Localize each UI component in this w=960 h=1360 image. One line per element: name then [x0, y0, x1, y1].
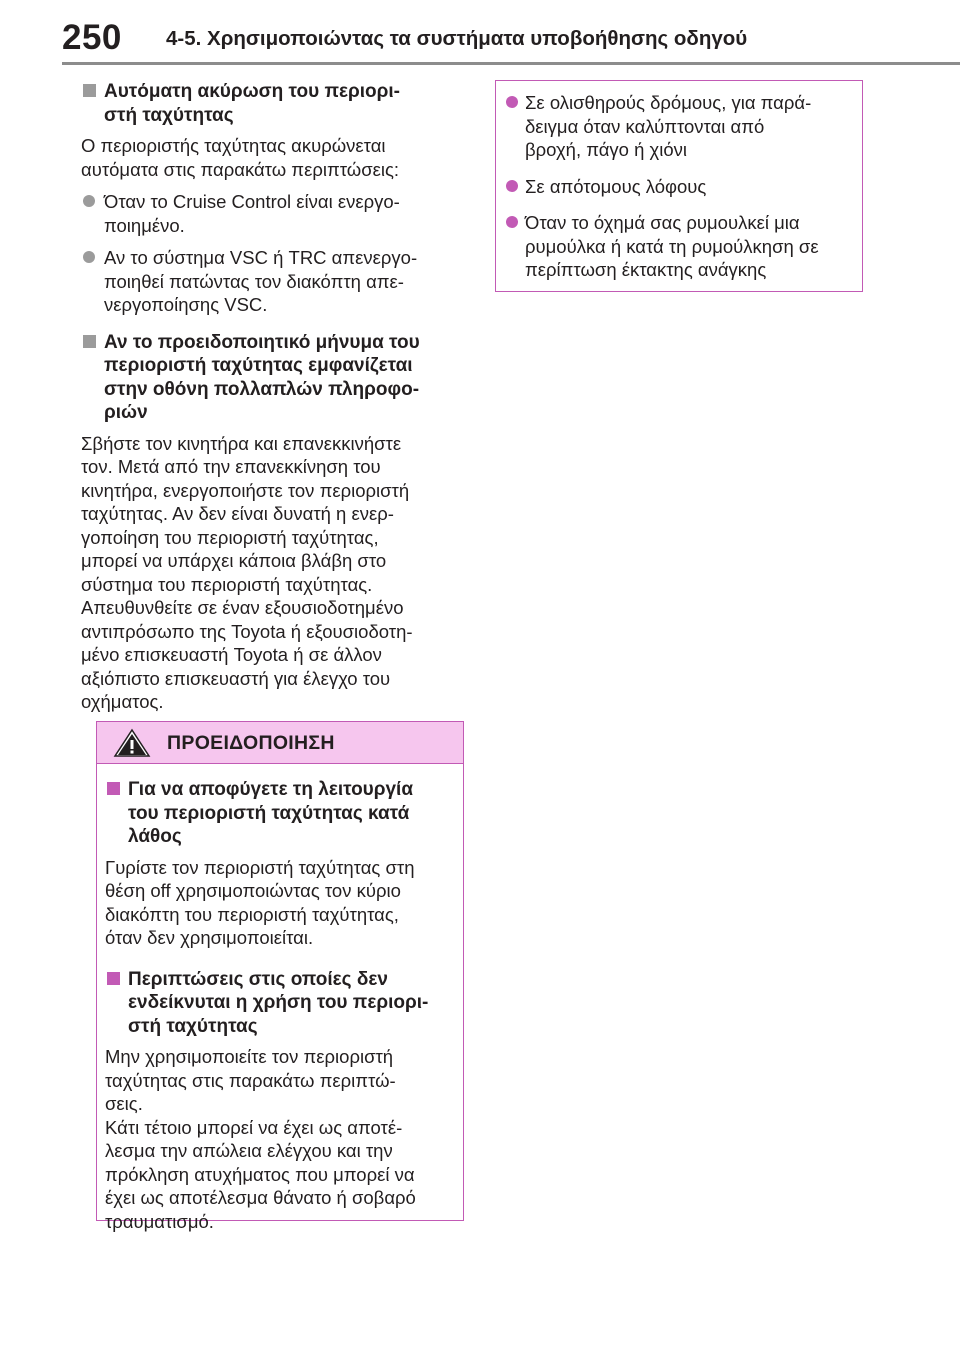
round-bullet-icon [506, 96, 518, 108]
square-bullet-icon [107, 972, 120, 985]
auto-cancel-text: Ο περιοριστής ταχύτητας ακυρώνεται αυτόματα στις παρακάτω περιπτώσεις: [81, 135, 400, 180]
warning-section-text: Γυρίστε τον περιοριστή ταχύτητας στη θέση off χρησιμοποιώντας τον κύριο διακόπτη του περιοριστή ταχύτητας, όταν δεν χρησιμοποιείται. [105, 856, 415, 948]
list-item: Όταν το όχημά σας ρυμουλκεί μια ρυμούλκα ή κατά τη ρυμούλκηση σε περίπτωση έκτακτης ανάγκης [504, 211, 852, 282]
warning-message-text: Σβήστε τον κινητήρα και επανεκκινήστε τον. Μετά από την επανεκκίνηση του κινητήρα, ενεργοποιήστε τον περιοριστή ταχύτητας. Αν δεν είναι δυνατή η ενερ- γοποίηση του περιοριστή ταχύτητας, μπορεί να υπάρχει κάποια βλάβη στο σύστημα του περιοριστή ταχύτητας. Απευθυνθείτε σε έναν εξουσιοδοτημένο αντιπρόσωπο της Toyota ή εξουσιοδοτη- μένο επισκευαστή Toyota ή σε άλλον αξιόπιστο επισκευαστή για έλεγχο του οχήματος. [81, 432, 413, 712]
page-number: 250 [62, 18, 122, 57]
round-bullet-icon [83, 195, 95, 207]
warning-section-heading: Περιπτώσεις στις οποίες δεν ενδείκνυται η χρήση του περιορι- στή ταχύτητας [105, 968, 453, 1039]
continuation-list [496, 81, 862, 282]
warning-title: ΠΡΟΕΙΔΟΠΟΙΗΣΗ [167, 732, 335, 754]
warning-continuation-box [495, 80, 863, 292]
list-item: Σε ολισθηρούς δρόμους, για παρά- δειγμα όταν καλύπτονται από βροχή, πάγο ή χιόνι [504, 91, 852, 162]
warning-header [97, 722, 463, 764]
chapter-title: 4-5. Χρησιμοποιώντας τα συστήματα υποβοήθησης οδηγού [166, 27, 748, 50]
left-column [81, 80, 469, 723]
warning-section-text: Μην χρησιμοποιείτε τον περιοριστή ταχύτητας στις παρακάτω περιπτώ- σεις. Κάτι τέτοιο μπορεί να έχει ως αποτέ- λεσμα την απώλεια ελέγχου και την πρόκληση ατυχήματος που μπορεί να έχει ως αποτέλεσμα θάνατο ή σοβαρό τραυματισμό. [105, 1046, 416, 1232]
list-item: Όταν το Cruise Control είναι ενεργο- ποιημένο. [81, 190, 469, 237]
page-header [0, 0, 960, 70]
section-heading-auto-cancel: Αυτόματη ακύρωση του περιορι- στή ταχύτητας [81, 80, 469, 127]
warning-triangle-icon [113, 728, 151, 758]
section-heading-warning-message: Αν το προειδοποιητικό μήνυμα του περιοριστή ταχύτητας εμφανίζεται στην οθόνη πολλαπλών πληροφο- ριών [81, 331, 469, 425]
square-bullet-icon [83, 84, 96, 97]
square-bullet-icon [107, 782, 120, 795]
square-bullet-icon [83, 335, 96, 348]
round-bullet-icon [83, 251, 95, 263]
warning-section-heading: Για να αποφύγετε τη λειτουργία του περιοριστή ταχύτητας κατά λάθος [105, 778, 453, 849]
round-bullet-icon [506, 216, 518, 228]
warning-body [97, 764, 463, 1233]
list-item: Σε απότομους λόφους [504, 175, 852, 199]
round-bullet-icon [506, 180, 518, 192]
header-rule [62, 62, 960, 65]
warning-box [96, 721, 464, 1232]
list-item: Αν το σύστημα VSC ή TRC απενεργο- ποιηθεί πατώντας τον διακόπτη απε- νεργοποίησης VSC. [81, 246, 469, 317]
